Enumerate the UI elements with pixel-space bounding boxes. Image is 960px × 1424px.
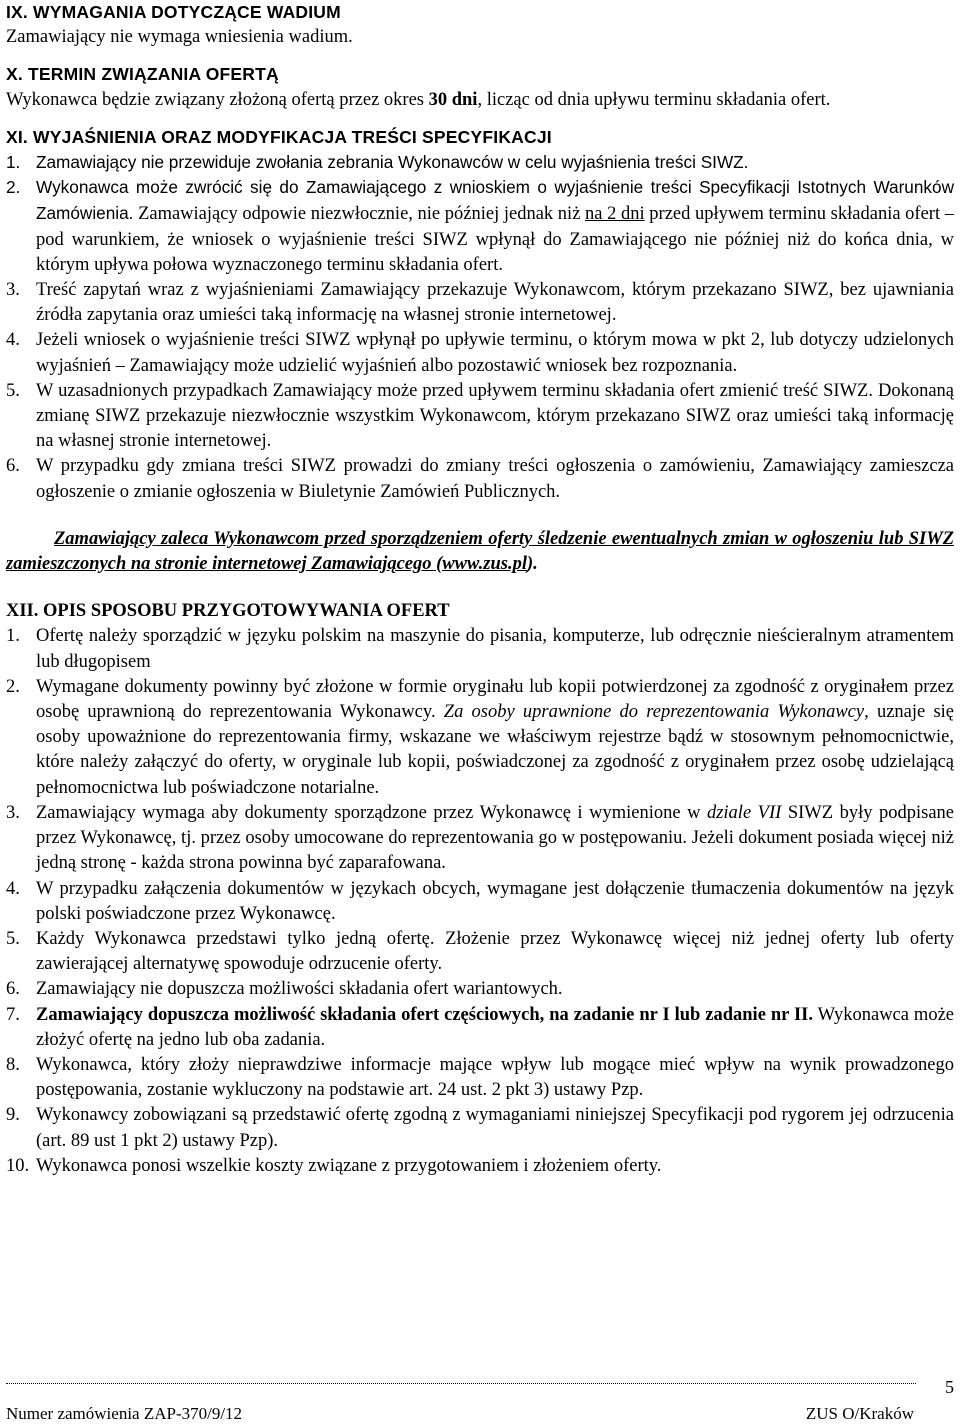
item-number: 9. (6, 1105, 20, 1126)
text-run: Zamawiający wymaga aby dokumenty sporządzone przez Wykonawcę i wymienione w (36, 802, 707, 823)
office-name: ZUS O/Kraków (805, 1404, 914, 1423)
section-xii-heading: XII. OPIS SPOSOBU PRZYGOTOWYWANIA OFERT (6, 601, 450, 622)
section-x-text (6, 88, 954, 113)
list-item (6, 1154, 954, 1179)
text-run: ). (526, 554, 538, 575)
section-ix (6, 0, 954, 50)
bold-run: Zamawiający dopuszcza możliwość składania ofert częściowych, na zadanie nr I lub zadanie nr II. (36, 1004, 814, 1025)
text-run: Wykonawca może złożyć ofertę na jedno lub oba zadania. (36, 1004, 954, 1050)
list-item (6, 1053, 954, 1103)
list-item (6, 977, 954, 1002)
item-text (36, 175, 954, 278)
text-run: Zamawiający zaleca Wykonawcom przed sporządzeniem oferty śledzenie ewentualnych zmian w ogłoszeniu lub SIWZ zamieszczonych na stronie internetowej Zamawiającego ( (6, 528, 954, 575)
item-number: 4. (6, 878, 20, 899)
list-item (6, 1103, 954, 1153)
list-item (6, 1003, 954, 1053)
item-number: 7. (6, 1004, 20, 1025)
underlined-run: na 2 dni (585, 204, 645, 225)
section-xi (6, 125, 954, 577)
list-item (6, 278, 954, 328)
text-run: , uznaje się osoby upoważnione do reprezentowania firmy, wskazane we właściwym rejestrze bądź w stosownym pełnomocnictwie, które należy załączyć do oferty, w oryginale lub kopii, poświadczonej za zgodność z oryginałem przez osobę udzielającą pełnomocnictwa lub poświadczone notarialne. (36, 702, 954, 798)
item-number: 2. (6, 676, 20, 697)
list-item (6, 454, 954, 504)
item-text: Wykonawca ponosi wszelkie koszty związane z przygotowaniem i złożeniem oferty. (36, 1155, 662, 1176)
item-number: 4. (6, 330, 20, 351)
website-link[interactable]: www.zus.pl (442, 554, 527, 575)
item-number: 1. (6, 626, 20, 647)
item-text (36, 801, 954, 877)
item-number: 5. (6, 928, 20, 949)
item-text: Zamawiający nie dopuszcza możliwości składania ofert wariantowych. (36, 979, 563, 1000)
item-number: 3. (6, 802, 20, 823)
list-item (6, 328, 954, 378)
list-item (6, 877, 954, 927)
text-run: Wymagane dokumenty powinny być złożone w formie oryginału lub kopii potwierdzonej za zgodność z oryginałem przez osobę uprawnioną do reprezentowania Wykonawcy. (36, 676, 954, 723)
item-text (36, 1003, 954, 1053)
list-item (6, 675, 954, 801)
section-ix-heading: IX. WYMAGANIA DOTYCZĄCE WADIUM (6, 2, 341, 22)
order-number: Numer zamówienia ZAP-370/9/12 (6, 1404, 243, 1423)
section-xii (6, 599, 954, 1179)
text-run: Zamawiający odpowie niezwłocznie, nie później jednak niż (133, 204, 586, 225)
section-ix-text: Zamawiający nie wymaga wniesienia wadium. (6, 27, 353, 48)
text-run: Wykonawca będzie związany złożoną ofertą przez okres (6, 89, 429, 110)
item-number: 1. (6, 152, 21, 173)
item-text: Wykonawca, który złoży nieprawdziwe informacje mające wpływ lub mogące mieć wpływ na wynik prowadzonego postępowania, zostanie wykluczony na podstawie art. 24 ust. 2 pkt 3) ustawy Pzp. (36, 1054, 954, 1101)
item-text: Każdy Wykonawca przedstawi tylko jedną ofertę. Złożenie przez Wykonawcę więcej niż jednej oferty lub oferty zawierającej alternatywę spowoduje odrzucenie oferty. (36, 928, 954, 975)
item-text (36, 675, 954, 801)
item-number: 5. (6, 380, 20, 401)
list-item (6, 927, 954, 977)
item-text: Jeżeli wniosek o wyjaśnienie treści SIWZ wpłynął po upływie terminu, o którym mowa w pkt 2, lub dotyczy udzielonych wyjaśnień – Zamawiający może udzielić wyjaśnień albo pozostawić wniosek bez rozpoznania. (36, 330, 954, 376)
list-item (6, 379, 954, 455)
footer-divider (6, 1383, 916, 1384)
item-number: 6. (6, 456, 20, 477)
item-number: 2. (6, 177, 21, 198)
item-number: 8. (6, 1054, 20, 1075)
item-text: Wykonawcy zobowiązani są przedstawić ofertę zgodną z wymaganiami niniejszej Specyfikacji pod rygorem jej odrzucenia (art. 89 ust 1 pkt 2) ustawy Pzp). (36, 1105, 954, 1151)
item-text: Treść zapytań wraz z wyjaśnieniami Zamawiający przekazuje Wykonawcom, którym przekazano SIWZ, bez ujawniania źródła zapytania oraz umieści taką informację na własnej stronie internetowej. (36, 280, 954, 326)
italic-run: Za osoby uprawnione do reprezentowania Wykonawcy (443, 702, 865, 723)
section-x-heading: X. TERMIN ZWIĄZANIA OFERTĄ (6, 64, 279, 85)
item-number: 6. (6, 979, 20, 1000)
item-text: W przypadku gdy zmiana treści SIWZ prowadzi do zmiany treści ogłoszenia o zamówieniu, Zamawiający zamieszcza ogłoszenie o zmianie ogłoszenia w Biuletynie Zamówień Publicznych. (36, 456, 954, 502)
text-run: przed upływem terminu składania ofert – pod warunkiem, że wniosek o wyjaśnienie treści SIWZ wpłynął do Zamawiającego nie później niż do końca dnia, w którym upływa połowa wyznaczonego terminu składania ofert. (36, 204, 954, 275)
text-run: , licząc od dnia upływu terminu składania ofert. (477, 89, 831, 110)
list-item (6, 150, 954, 175)
italic-run: dziale VII (706, 802, 782, 823)
item-number: 10. (6, 1155, 30, 1176)
item-text: Ofertę należy sporządzić w języku polskim na maszynie do pisania, komputerze, lub odręcznie nieścieralnym atramentem lub długopisem (36, 626, 954, 672)
notice-paragraph (6, 527, 954, 577)
item-text: W przypadku załączenia dokumentów w językach obcych, wymagane jest dołączenie tłumaczenia dokumentów na język polski poświadczone przez Wykonawcę. (36, 878, 954, 924)
text-run: SIWZ były podpisane przez Wykonawcę, tj. przez osoby umocowane do reprezentowania go w postępowaniu. Jeżeli dokument posiada więcej niż jedną stronę - każda strona powinna być zaparafowana. (36, 802, 954, 874)
bold-run: 30 dni (428, 89, 478, 110)
text-run: Wykonawca może zwrócić się do Zamawiającego z wnioskiem o wyjaśnienie treści Specyfikacji Istotnych Warunków Zamówienia. (36, 177, 954, 224)
item-text: W uzasadnionych przypadkach Zamawiający może przed upływem terminu składania ofert zmienić treść SIWZ. Dokonaną zmianę SIWZ przekazuje niezwłocznie wszystkim Wykonawcom, którym przekazano SIWZ oraz umieści taką informację na własnej stronie internetowej. (36, 380, 954, 452)
section-x (6, 62, 954, 112)
page-number: 5 (945, 1377, 954, 1397)
list-item (6, 801, 954, 877)
page-footer (0, 1377, 960, 1424)
section-xi-heading: XI. WYJAŚNIENIA ORAZ MODYFIKACJA TREŚCI SPECYFIKACJI (6, 126, 552, 147)
item-number: 3. (6, 280, 20, 301)
list-item (6, 624, 954, 674)
item-text: Zamawiający nie przewiduje zwołania zebrania Wykonawców w celu wyjaśnienia treści SIWZ. (36, 152, 749, 173)
list-item (6, 175, 954, 278)
